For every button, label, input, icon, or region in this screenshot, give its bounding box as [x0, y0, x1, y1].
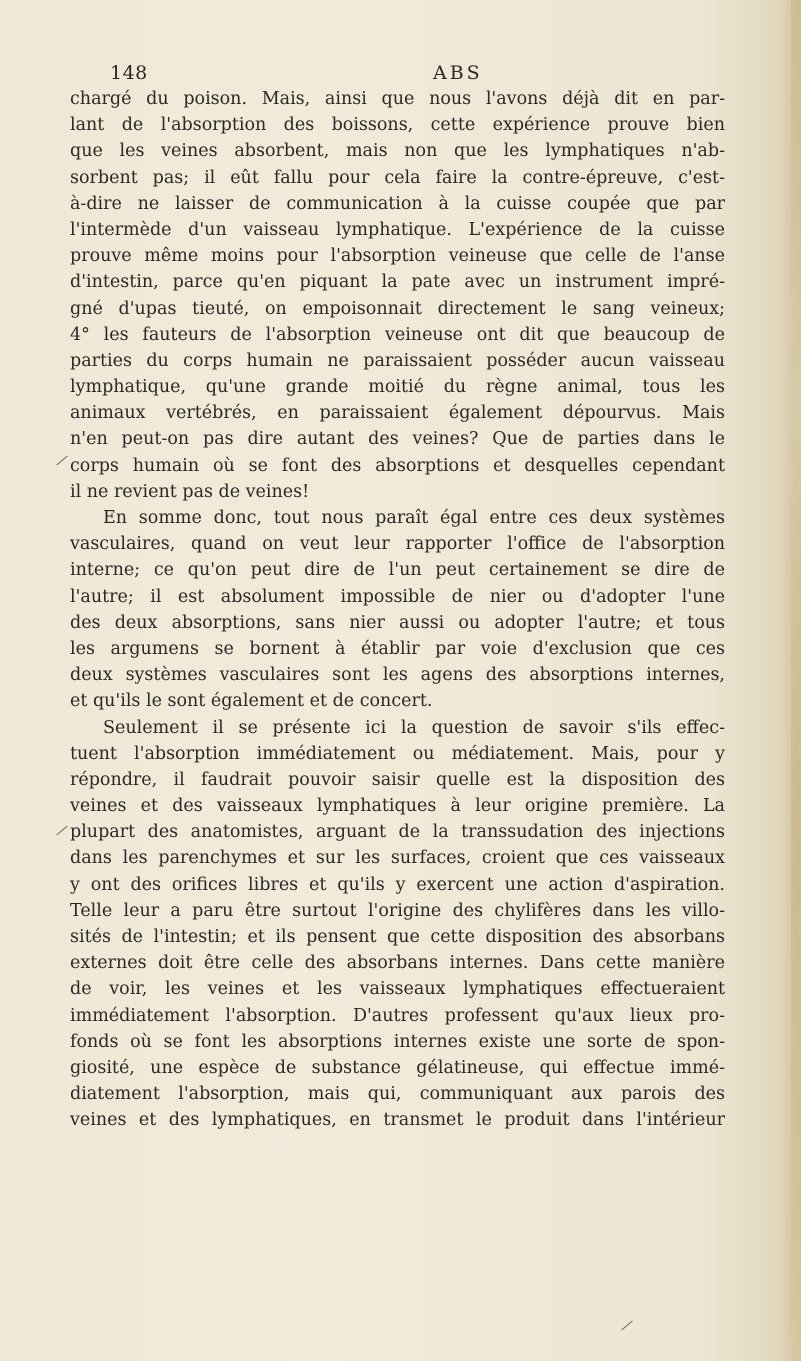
text-line: giosité, une espèce de substance gélatineuse, qui effectue immé- [70, 1057, 725, 1078]
text-line: parties du corps humain ne paraissaient posséder aucun vaisseau [70, 350, 725, 371]
text-line: chargé du poison. Mais, ainsi que nous l'avons déjà dit en par- [70, 89, 725, 109]
pencil-mark [56, 456, 67, 466]
text-line: sités de l'intestin; et ils pensent que cette disposition des absorbans [70, 927, 725, 947]
page-edge-stain [791, 0, 801, 1361]
paragraph-end-line: il ne revient pas de veines! [70, 481, 310, 502]
text-line: tuent l'absorption immédiatement ou médiatement. Mais, pour y [70, 743, 725, 764]
text-line: lymphatique, qu'une grande moitié du règne animal, tous les [70, 377, 725, 398]
text-line: plupart des anatomistes, arguant de la transsudation des injections [70, 822, 725, 843]
text-line: à-dire ne laisser de communication à la cuisse coupée que par [70, 193, 725, 214]
text-line: diatement l'absorption, mais qui, communiquant aux parois des [70, 1084, 725, 1105]
text-line: lant de l'absorption des boissons, cette expérience prouve bien [70, 115, 725, 136]
text-line: fonds où se font les absorptions internes existe une sorte de spon- [70, 1031, 725, 1052]
paragraph-start-line: En somme donc, tout nous paraît égal entre ces deux systèmes [103, 508, 725, 528]
text-line: l'autre; il est absolument impossible de nier ou d'adopter l'une [70, 586, 725, 607]
text-line: 4° les fauteurs de l'absorption veineuse ont dit que beaucoup de [70, 324, 725, 345]
text-line: l'intermède d'un vaisseau lymphatique. L'expérience de la cuisse [70, 219, 725, 240]
text-line: gné d'upas tieuté, on empoisonnait directement le sang veineux; [70, 298, 725, 319]
body-text [70, 86, 725, 1134]
running-head: ABS [433, 62, 483, 84]
text-line: veines et des lymphatiques, en transmet le produit dans l'intérieur [70, 1110, 725, 1131]
text-line: veines et des vaisseaux lymphatiques à leur origine première. La [70, 796, 725, 817]
text-line: Telle leur a paru être surtout l'origine des chylifères dans les villo- [70, 900, 725, 921]
text-line: y ont des orifices libres et qu'ils y exercent une action d'aspiration. [70, 874, 725, 895]
text-line: interne; ce qu'on peut dire de l'un peut certainement se dire de [70, 560, 725, 581]
text-line: deux systèmes vasculaires sont les agens des absorptions internes, [70, 665, 725, 686]
text-line: d'intestin, parce qu'en piquant la pate avec un instrument impré- [70, 272, 725, 293]
text-line: immédiatement l'absorption. D'autres professent qu'aux lieux pro- [70, 1005, 725, 1026]
text-line: n'en peut-on pas dire autant des veines? Que de parties dans le [70, 429, 725, 450]
text-line: que les veines absorbent, mais non que les lymphatiques n'ab- [70, 141, 725, 162]
text-line: prouve même moins pour l'absorption veineuse que celle de l'anse [70, 246, 725, 267]
text-line: externes doit être celle des absorbans internes. Dans cette manière [70, 953, 725, 974]
paragraph-end-line: et qu'ils le sont également et de concert. [70, 691, 433, 712]
pencil-mark [621, 1321, 632, 1331]
text-line: vasculaires, quand on veut leur rapporter l'office de l'absorption [70, 534, 725, 555]
text-line: sorbent pas; il eût fallu pour cela faire la contre-épreuve, c'est- [70, 167, 725, 188]
text-line: les argumens se bornent à établir par voie d'exclusion que ces [70, 638, 725, 659]
text-line: des deux absorptions, sans nier aussi ou adopter l'autre; et tous [70, 612, 725, 633]
paragraph-start-line: Seulement il se présente ici la question de savoir s'ils effec- [103, 717, 725, 738]
text-line: animaux vertébrés, en paraissaient également dépourvus. Mais [70, 403, 725, 424]
text-line: dans les parenchymes et sur les surfaces, croient que ces vaisseaux [70, 848, 725, 869]
text-line: de voir, les veines et les vaisseaux lymphatiques effectueraient [70, 979, 725, 1000]
text-line: répondre, il faudrait pouvoir saisir quelle est la disposition des [70, 769, 725, 790]
text-line: corps humain où se font des absorptions et desquelles cependant [70, 455, 725, 476]
page-number: 148 [110, 62, 148, 84]
pencil-mark [56, 826, 67, 836]
